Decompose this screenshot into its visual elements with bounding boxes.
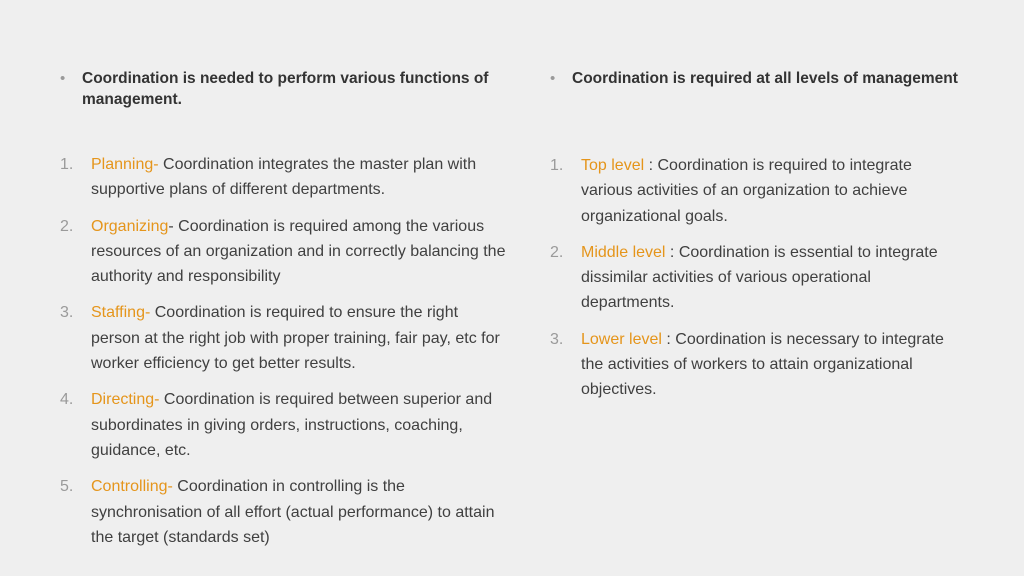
- right-heading: [550, 68, 960, 89]
- item-number: 5.: [60, 478, 74, 496]
- item-body: [581, 327, 960, 403]
- item-number: 1.: [60, 156, 74, 173]
- item-term: Top level: [581, 157, 645, 174]
- left-numbered-list: [60, 152, 510, 561]
- item-number: 3.: [550, 330, 564, 348]
- item-text: Coordination is required to ensure the right person at the right job with proper training, fair pay, etc for worker efficiency to get better results.: [91, 304, 500, 373]
- item-number: 2.: [550, 243, 564, 261]
- item-text: Coordination in controlling is the synchronisation of all effort (actual performance) to attain the target (standards set): [91, 478, 495, 546]
- item-body: [91, 214, 510, 290]
- list-item: [550, 240, 960, 316]
- item-body: [91, 152, 510, 203]
- item-text: Coordination integrates the master plan with supportive plans of different departments.: [91, 156, 477, 199]
- list-item: [550, 327, 960, 403]
- item-body: [91, 300, 510, 376]
- item-term: Staffing-: [91, 304, 151, 322]
- left-heading: [60, 68, 510, 110]
- list-item: [60, 214, 510, 290]
- item-term: Lower level: [581, 330, 662, 348]
- item-term: Directing-: [91, 391, 160, 409]
- list-item: [60, 300, 510, 376]
- item-text: : Coordination is essential to integrate dissimilar activities of various operational departments.: [581, 243, 938, 312]
- item-body: [581, 240, 960, 316]
- list-item: [60, 474, 510, 550]
- right-numbered-list: [550, 153, 960, 414]
- item-number: 3.: [60, 304, 74, 322]
- item-body: [581, 153, 960, 229]
- right-heading-text: Coordination is required at all levels of management: [572, 70, 958, 87]
- item-text: Coordination is required between superior and subordinates in giving orders, instructions, coaching, guidance, etc.: [91, 391, 493, 459]
- item-text: - Coordination is required among the various resources of an organization and in correctly balancing the authority and responsibility: [91, 217, 506, 286]
- item-term: Planning-: [91, 156, 159, 173]
- item-number: 2.: [60, 217, 74, 235]
- item-number: 4.: [60, 391, 74, 409]
- left-heading-text: Coordination is needed to perform various functions of management.: [82, 70, 489, 108]
- list-item: [60, 387, 510, 463]
- item-text: : Coordination is necessary to integrate the activities of workers to attain organizational objectives.: [581, 330, 944, 399]
- item-body: [91, 387, 510, 463]
- item-term: Controlling-: [91, 478, 173, 496]
- bullet-icon: •: [550, 70, 556, 87]
- item-number: 1.: [550, 157, 564, 174]
- item-term: Organizing: [91, 217, 169, 235]
- list-item: [550, 153, 960, 229]
- item-body: [91, 474, 510, 550]
- item-term: Middle level: [581, 243, 666, 261]
- item-text: : Coordination is required to integrate various activities of an organization to achieve organizational goals.: [581, 157, 912, 225]
- list-item: [60, 152, 510, 203]
- bullet-icon: •: [60, 70, 66, 87]
